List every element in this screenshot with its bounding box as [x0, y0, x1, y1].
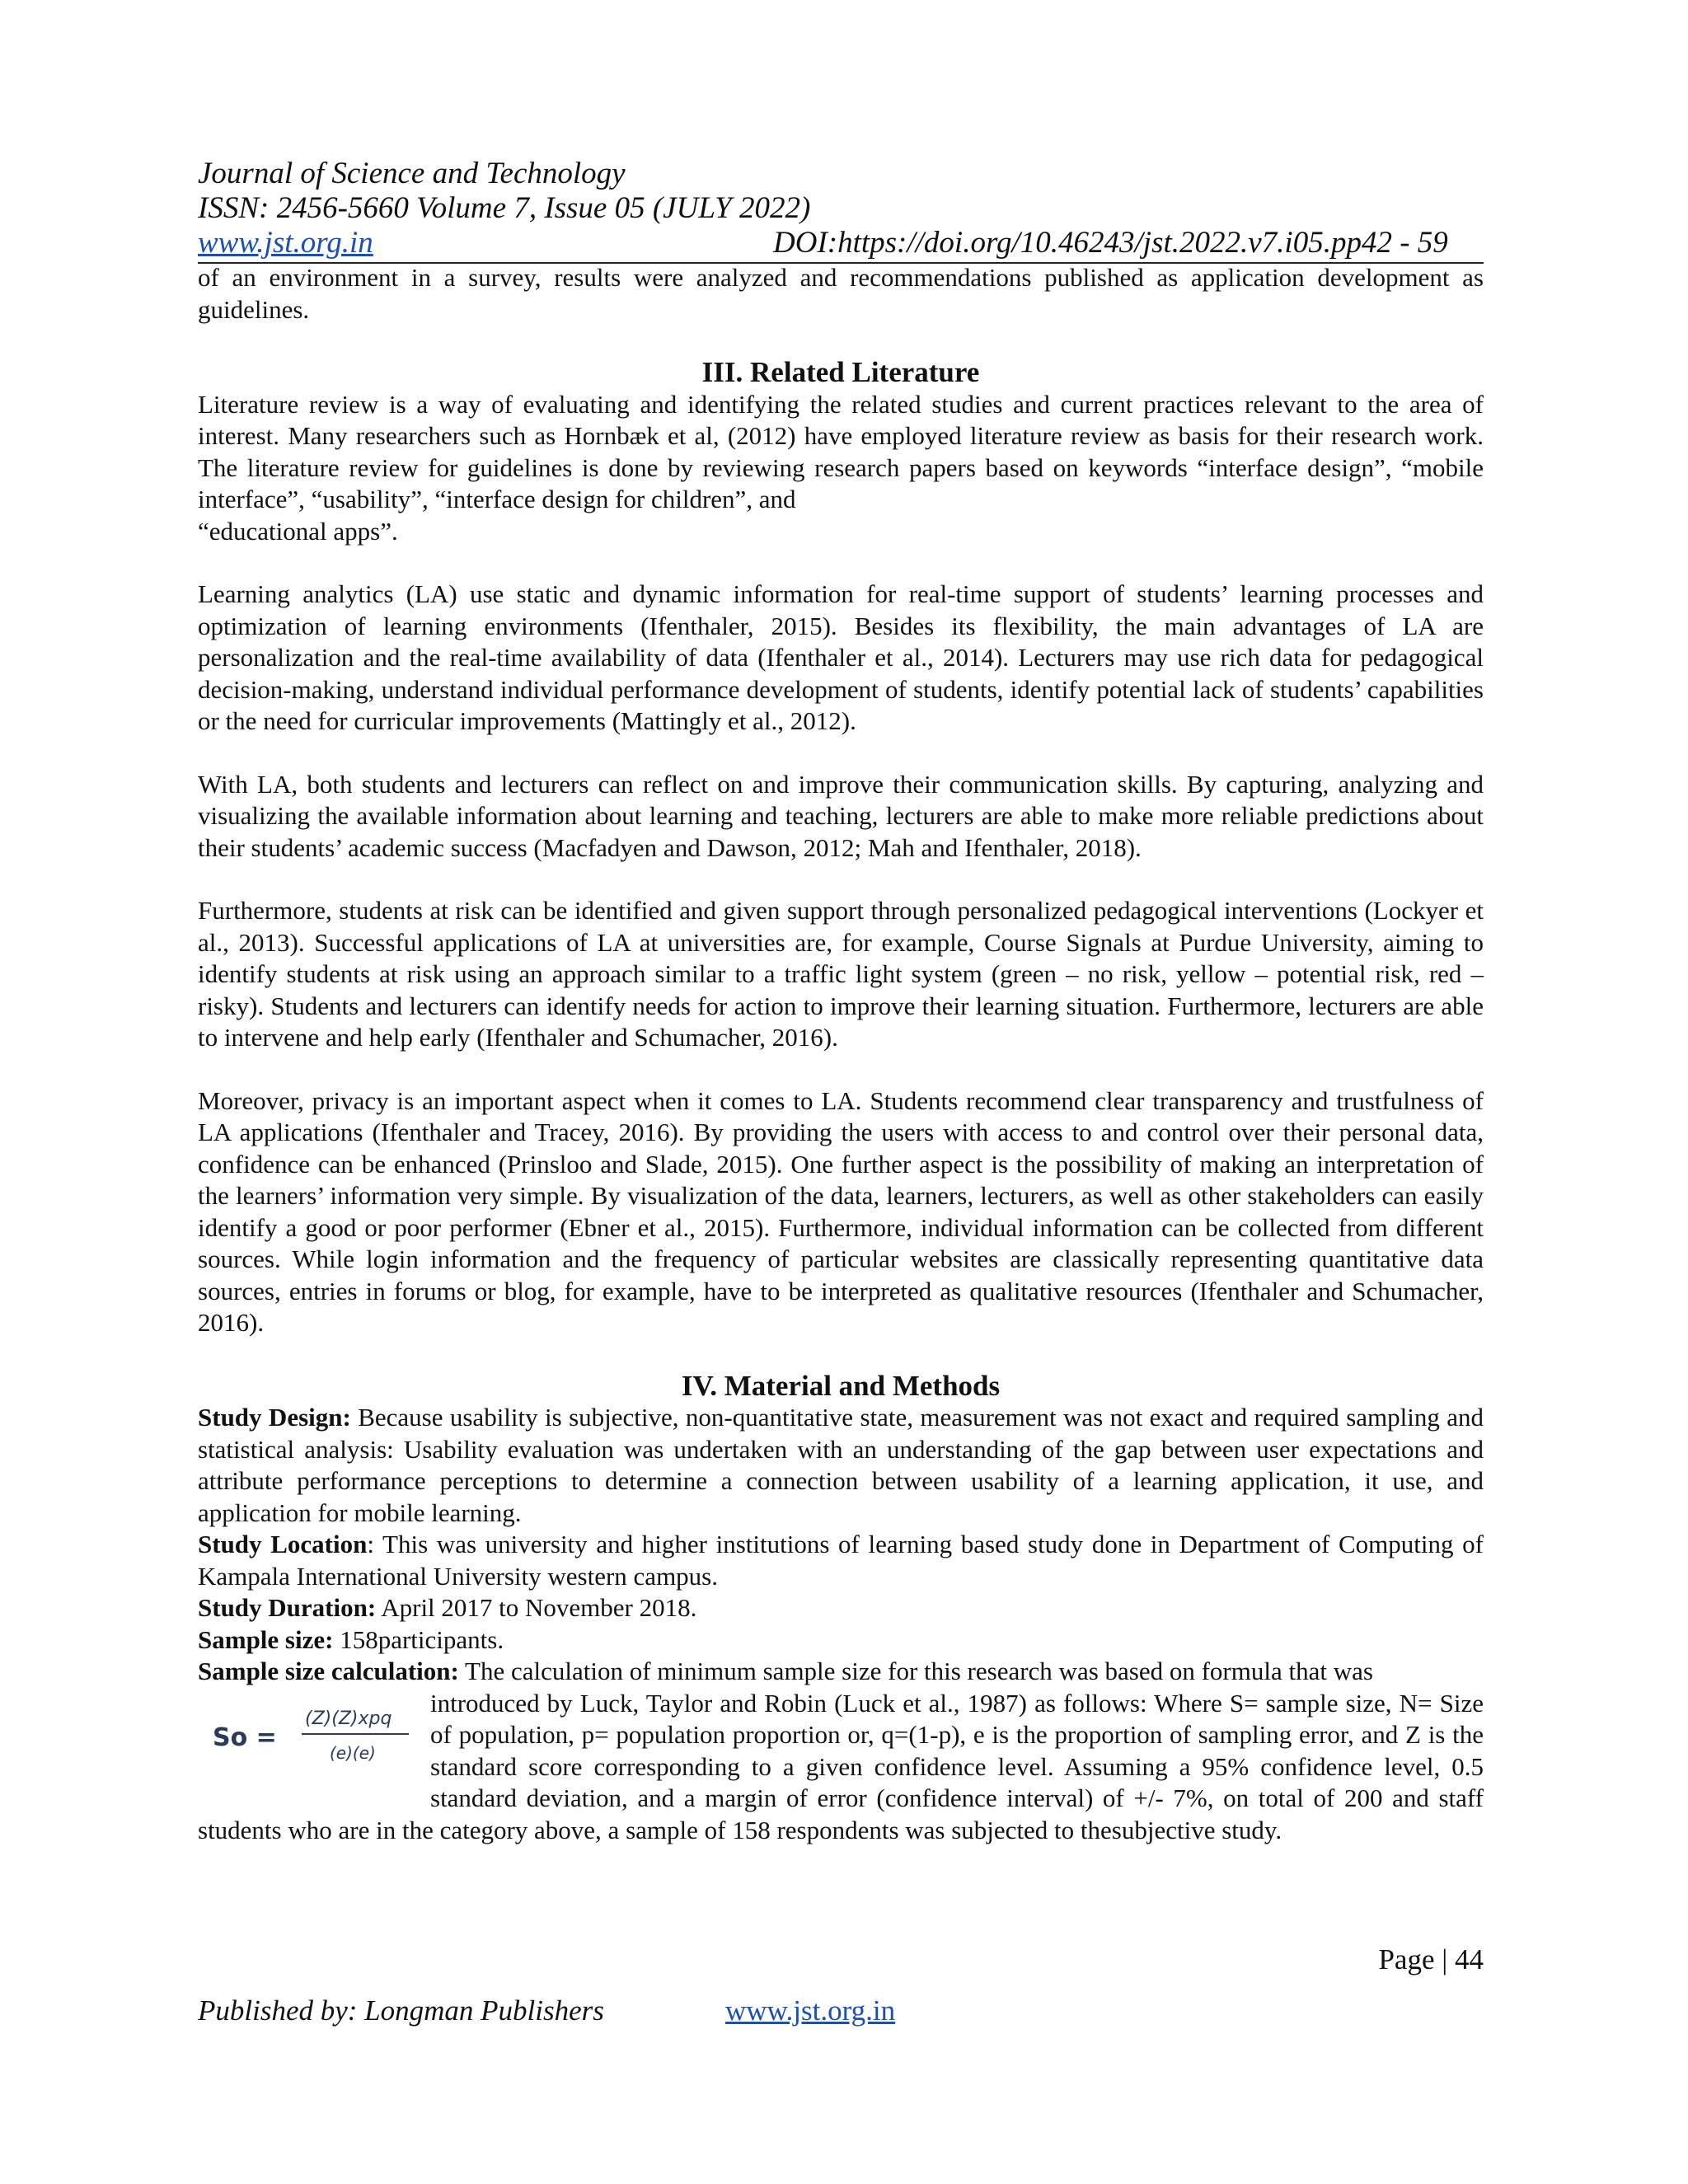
study-duration-text: April 2017 to November 2018. [376, 1593, 697, 1622]
header-doi: DOI:https://doi.org/10.46243/jst.2022.v7.i05.pp42 - 59 [773, 226, 1448, 260]
sample-size-paragraph [198, 1624, 1484, 1657]
literature-paragraph-1-line-2: “educational apps”. [198, 516, 398, 546]
literature-paragraph-2: Learning analytics (LA) use static and dynamic information for real-time support of students’ learning processes and optimization of learning environments (Ifenthaler, 2015). Besides its flexibility, the main advantages of LA are personalization and the real-time availability of data (Ifenthaler et al., 2014). Lecturers may use rich data for pedagogical decision-making, understand individual performance development of students, identify potential lack of students’ capabilities or the need for curricular improvements (Mattingly et al., 2012). [198, 579, 1484, 735]
section-heading-related-literature: III. Related Literature [701, 356, 980, 388]
formula-lhs: So = [213, 1722, 277, 1752]
journal-title: Journal of Science and Technology [198, 157, 626, 190]
intro-paragraph: of an environment in a survey, results were analyzed and recommendations published as application development as guidelines. [198, 263, 1484, 324]
sample-calc-paragraph-2: introduced by Luck, Taylor and Robin (Luck et al., 1987) as follows: Where S= sample size, N= Size of population, p= population proportion or, q=(1-p), e is the proportion of sampling error, and Z is the standard score corresponding to a given confidence level. Assuming a 95% confidence level, 0.5 standard deviation, and a margin of error (confidence interval) of +/- 7%, on total of 200 and staff students who are in the category above, a sample of 158 respondents was subjected to thesubjective study. [198, 1688, 1484, 1844]
sample-calc-label: Sample size calculation: [198, 1657, 459, 1685]
study-design-label: Study Design: [198, 1403, 351, 1432]
study-location-paragraph [198, 1529, 1484, 1592]
formula-numerator: (Z)(Z)xpq [305, 1708, 392, 1729]
formula-denominator: (e)(e) [330, 1742, 376, 1763]
literature-paragraph-5: Moreover, privacy is an important aspect when it comes to LA. Students recommend clear transparency and trustfulness of LA applications (Ifenthaler and Tracey, 2016). By providing the users with access to and control over their personal data, confidence can be enhanced (Prinsloo and Slade, 2015). One further aspect is the possibility of making an interpretation of the learners’ information very simple. By visualization of the data, learners, lecturers, as well as other stakeholders can easily identify a good or poor performer (Ebner et al., 2015). Furthermore, individual information can be collected from different sources. While login information and the frequency of particular websites are classically representing quantitative data sources, entries in forums or blog, for example, have to be interpreted as qualitative resources (Ifenthaler and Schumacher, 2016). [198, 1085, 1484, 1337]
journal-issn: ISSN: 2456-5660 Volume 7, Issue 05 (JULY 2022) [198, 191, 811, 225]
sample-size-label: Sample size: [198, 1624, 334, 1654]
literature-paragraph-1 [198, 389, 1484, 548]
section-heading-material-methods: IV. Material and Methods [681, 1369, 1001, 1402]
footer-website-link[interactable]: www.jst.org.in [725, 1994, 896, 2027]
study-duration-label: Study Duration: [198, 1593, 377, 1622]
literature-paragraph-3: With LA, both students and lecturers can reflect on and improve their communication skills. By capturing, analyzing and visualizing the available information about learning and teaching, lecturers are able to make more reliable predictions about their students’ academic success (Macfadyen and Dawson, 2012; Mah and Ifenthaler, 2018). [198, 769, 1484, 862]
study-design-text: Because usability is subjective, non-quantitative state, measurement was not exact and required sampling and statistical analysis: Usability evaluation was undertaken with an understanding of the gap between user expectations and attribute performance perceptions to determine a connection between usability of a learning application, it use, and application for mobile learning. [198, 1403, 1484, 1527]
sample-size-text: 158participants. [333, 1624, 504, 1654]
literature-paragraph-1-line-1: Literature review is a way of evaluating and identifying the related studies and current practices relevant to the area of interest. Many researchers such as Hornbæk et al, (2012) have employed literature review as basis for their research work. The literature review for guidelines is done by reviewing research papers based on keywords “interface design”, “mobile interface”, “usability”, “interface design for children”, and [198, 389, 1484, 513]
article-body [198, 262, 1484, 1846]
study-location-label: Study Location [198, 1530, 368, 1558]
header-link-row [198, 226, 1484, 260]
sample-calc-paragraph [198, 1656, 1484, 1688]
formula-image [198, 1688, 420, 1779]
header-website-link[interactable]: www.jst.org.in [198, 226, 373, 260]
page-number: Page | 44 [1378, 1943, 1484, 1975]
literature-paragraph-4: Furthermore, students at risk can be identified and given support through personalized pedagogical interventions (Lockyer et al., 2013). Successful applications of LA at universities are, for example, Course Signals at Purdue University, aiming to identify students at risk using an approach similar to a traffic light system (green – no risk, yellow – potential risk, red – risky). Students and lecturers can identify needs for action to improve their learning situation. Furthermore, lecturers are able to intervene and help early (Ifenthaler and Schumacher, 2016). [198, 896, 1484, 1052]
sample-calc-text-1: The calculation of minimum sample size for this research was based on formula that was [458, 1657, 1373, 1685]
sample-size-formula [198, 1688, 427, 1783]
study-duration-paragraph [198, 1592, 1484, 1624]
footer-publisher: Published by: Longman Publishers [198, 1994, 604, 2027]
study-location-text: : This was university and higher institutions of learning based study done in Department of Computing of Kampala International University western campus. [198, 1530, 1484, 1591]
study-design-paragraph [198, 1402, 1484, 1529]
